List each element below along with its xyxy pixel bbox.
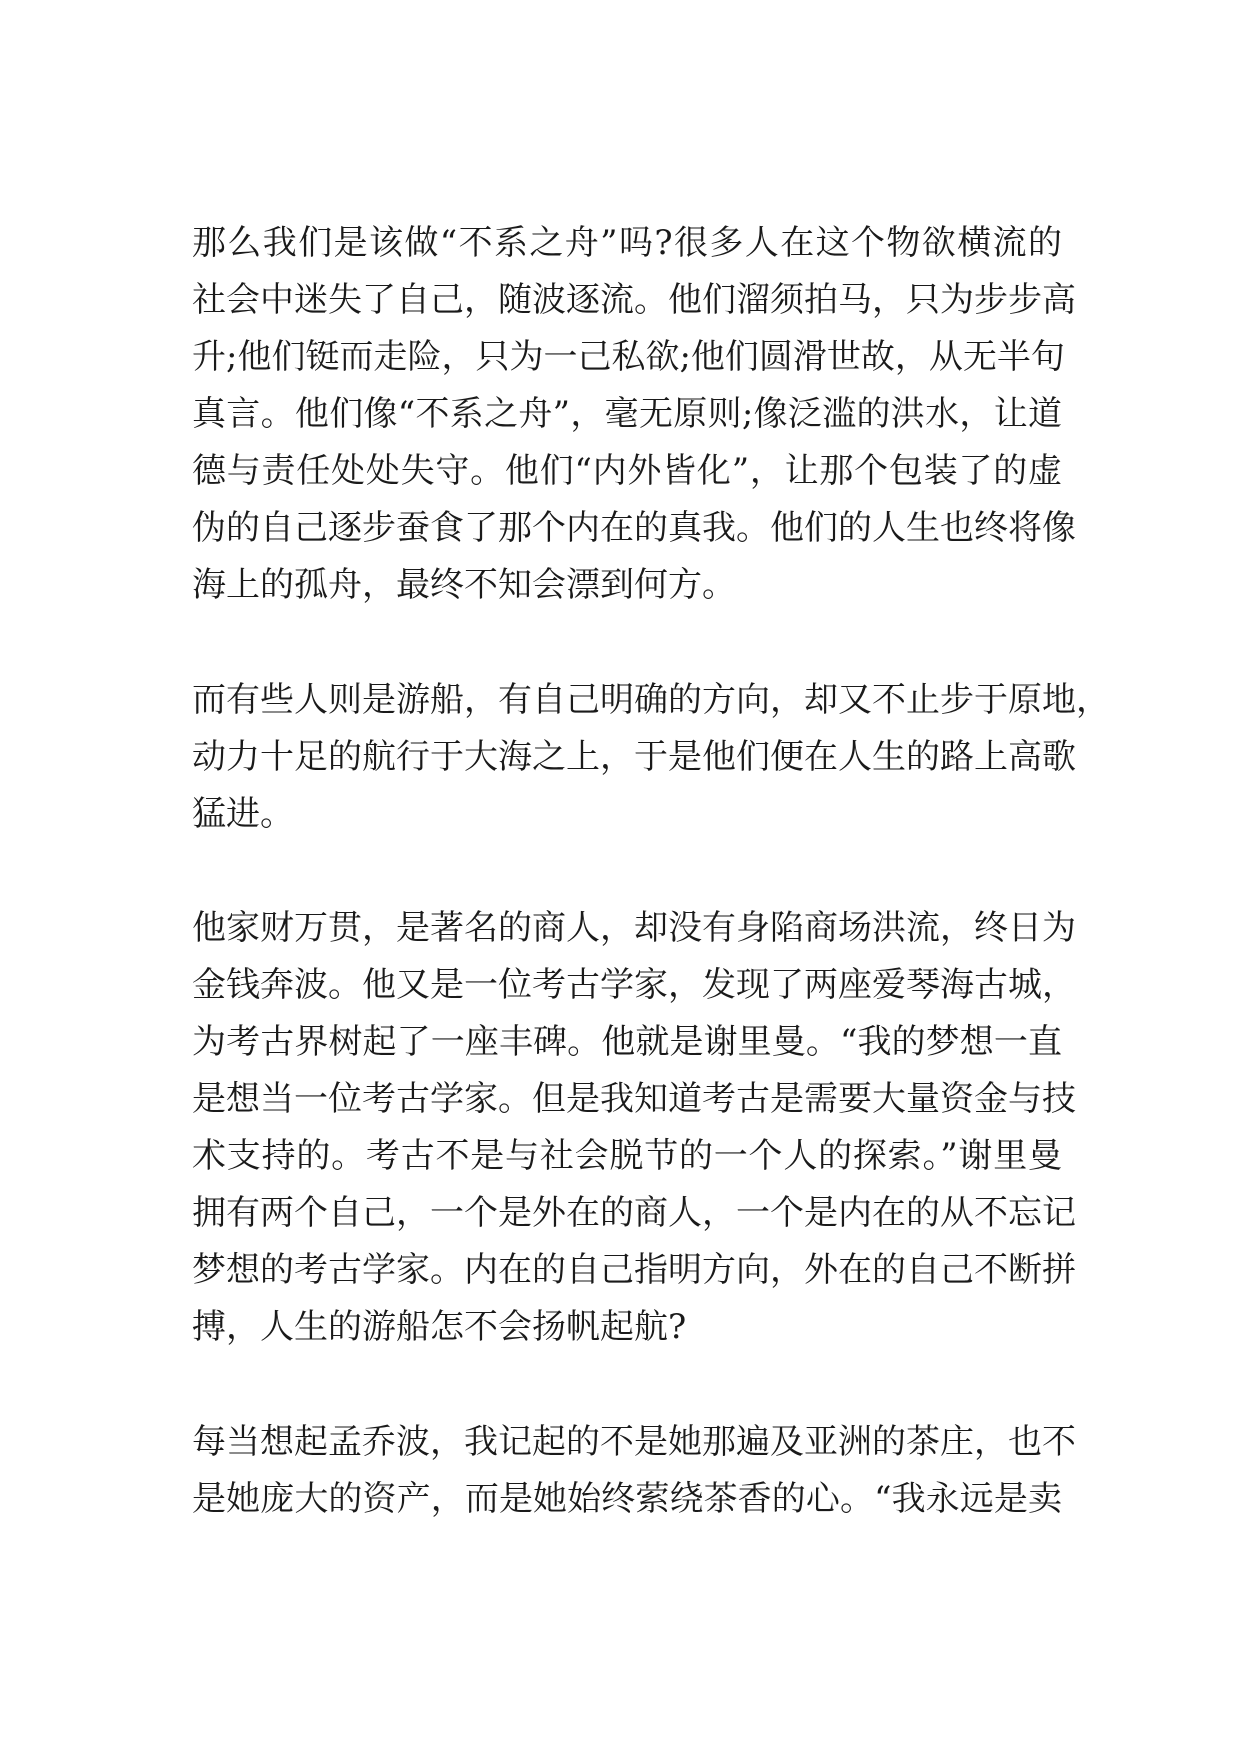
text-line: 伪的自己逐步蚕食了那个内在的真我。他们的人生也终将像 bbox=[192, 508, 1076, 548]
text-line: 术支持的。考古不是与社会脱节的一个人的探索。”谢里曼 bbox=[192, 1136, 1062, 1176]
text-line: 动力十足的航行于大海之上，于是他们便在人生的路上高歌 bbox=[192, 737, 1076, 777]
text-line: 每当想起孟乔波，我记起的不是她那遍及亚洲的茶庄，也不 bbox=[192, 1422, 1076, 1462]
text-line: 搏，人生的游船怎不会扬帆起航? bbox=[192, 1307, 687, 1347]
text-line: 真言。他们像“不系之舟”，毫无原则;像泛滥的洪水，让道 bbox=[192, 394, 1062, 434]
text-line: 金钱奔波。他又是一位考古学家，发现了两座爱琴海古城， bbox=[192, 965, 1076, 1005]
text-line: 海上的孤舟，最终不知会漂到何方。 bbox=[192, 565, 736, 605]
text-line: 他家财万贯，是著名的商人，却没有身陷商场洪流，终日为 bbox=[192, 908, 1076, 948]
text-line: 社会中迷失了自己，随波逐流。他们溜须拍马，只为步步高 bbox=[192, 280, 1076, 320]
text-line: 升;他们铤而走险，只为一己私欲;他们圆滑世故，从无半句 bbox=[192, 337, 1065, 377]
text-line: 梦想的考古学家。内在的自己指明方向，外在的自己不断拼 bbox=[192, 1250, 1076, 1290]
text-line: 是想当一位考古学家。但是我知道考古是需要大量资金与技 bbox=[192, 1079, 1076, 1119]
text-line: 拥有两个自己，一个是外在的商人，一个是内在的从不忘记 bbox=[192, 1193, 1076, 1233]
text-line: 德与责任处处失守。他们“内外皆化”，让那个包装了的虚 bbox=[192, 451, 1062, 491]
text-line: 而有些人则是游船，有自己明确的方向，却又不止步于原地， bbox=[192, 680, 1110, 720]
text-line: 为考古界树起了一座丰碑。他就是谢里曼。“我的梦想一直 bbox=[192, 1022, 1062, 1062]
text-line: 那么我们是该做“不系之舟”吗?很多人在这个物欲横流的 bbox=[192, 223, 1062, 263]
text-line: 是她庞大的资产，而是她始终萦绕茶香的心。“我永远是卖 bbox=[192, 1479, 1062, 1519]
text-line: 猛进。 bbox=[192, 794, 294, 834]
